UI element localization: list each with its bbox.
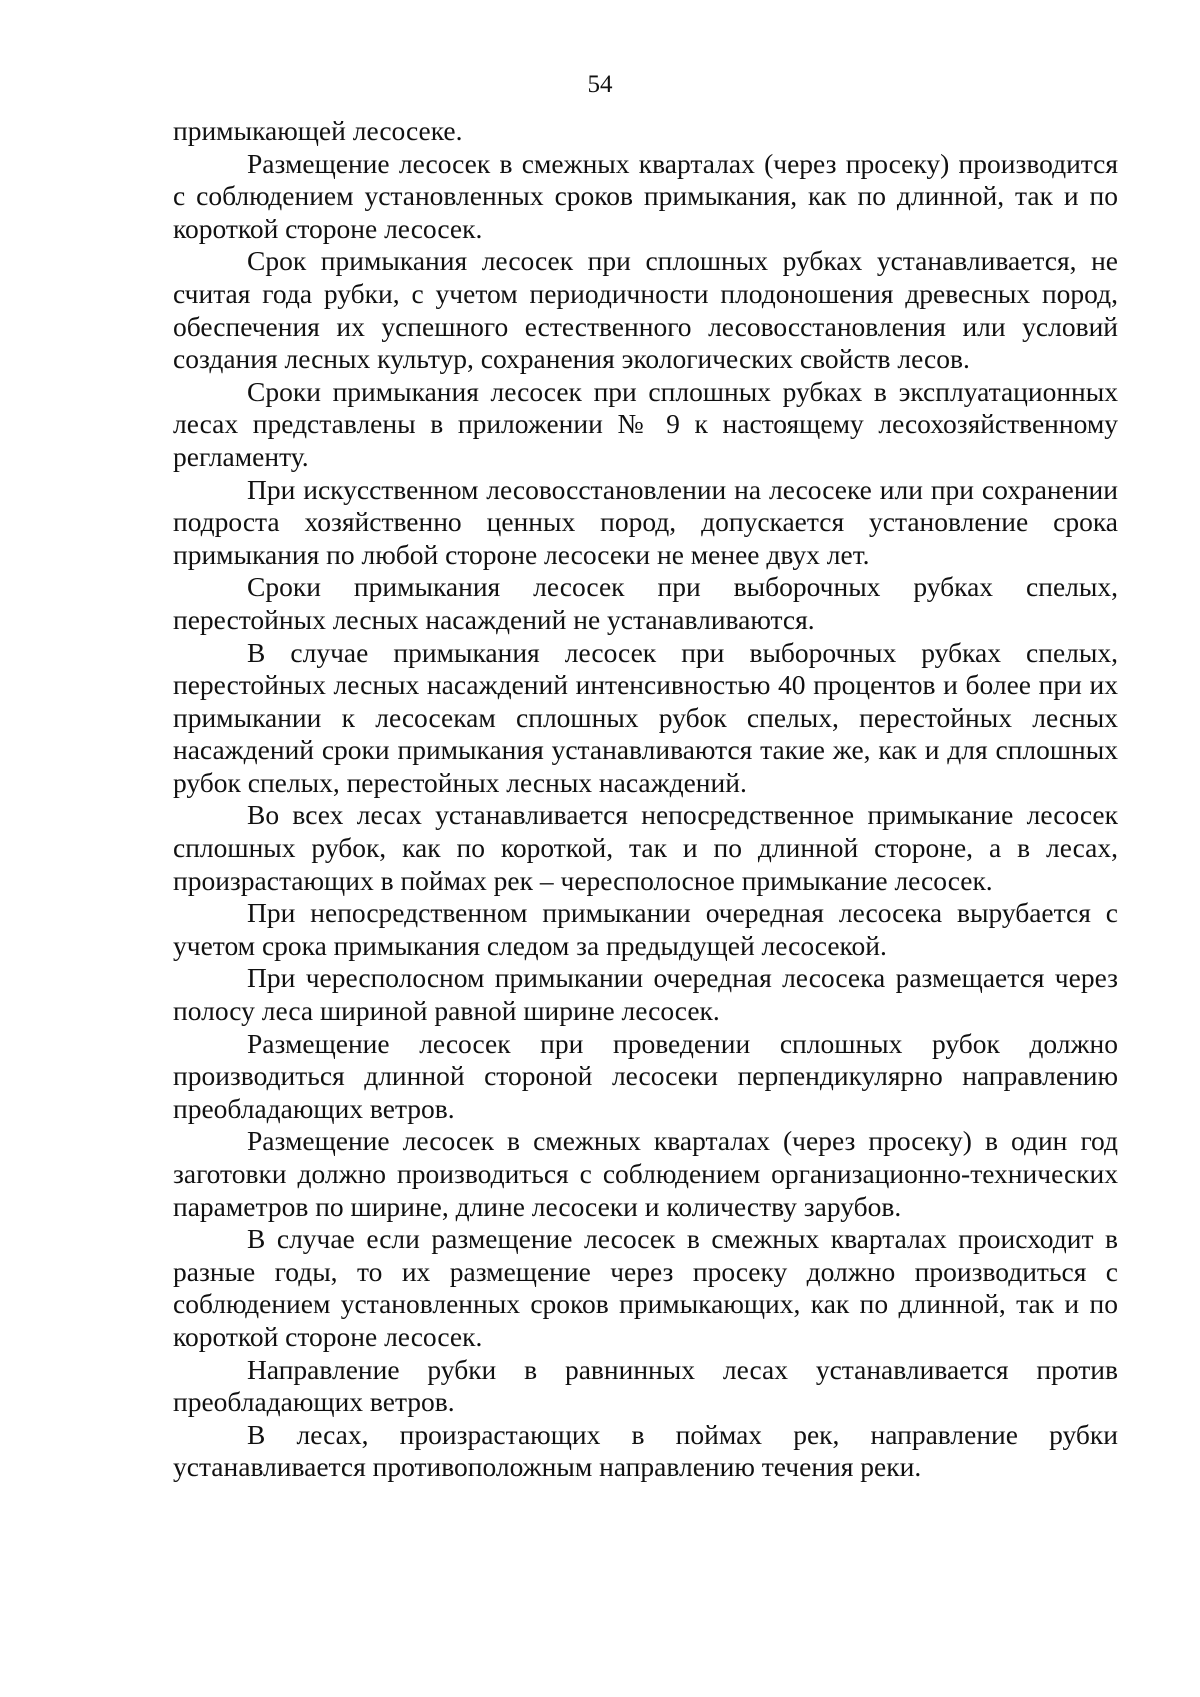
paragraph: При чересполосном примыкании очередная лесосека размещается через полосу леса шириной равной ширине лесосек. (173, 962, 1118, 1027)
paragraph: Во всех лесах устанавливается непосредственное примыкание лесосек сплошных рубок, как по короткой, так и по длинной стороне, а в лесах, произрастающих в поймах рек – чересполосное примыкание лесосек. (173, 799, 1118, 896)
paragraph: При непосредственном примыкании очередная лесосека вырубается с учетом срока примыкания следом за предыдущей лесосекой. (173, 897, 1118, 961)
paragraph: В случае если размещение лесосек в смежных кварталах происходит в разные годы, то их размещение через просеку должно производиться с соблюдением установленных сроков примыкающих, как по длинной, так и по короткой стороне лесосек. (173, 1223, 1118, 1352)
paragraph-continuation: примыкающей лесосеке. (173, 115, 463, 146)
paragraph: При искусственном лесовосстановлении на лесосеке или при сохранении подроста хозяйственно ценных пород, допускается установление срока примыкания по любой стороне лесосеки не менее двух лет. (173, 473, 1118, 570)
document-body (173, 115, 1118, 1484)
paragraph: Сроки примыкания лесосек при выборочных рубках спелых, перестойных лесных насаждений не устанавливаются. (173, 571, 1118, 635)
paragraph: Размещение лесосек в смежных кварталах (через просеку) производится с соблюдением установленных сроков примыкания, как по длинной, так и по короткой стороне лесосек. (173, 147, 1118, 244)
paragraph: В случае примыкания лесосек при выборочных рубках спелых, перестойных лесных насаждений интенсивностью 40 процентов и более при их примыкании к лесосекам сплошных рубок спелых, перестойных лесных насаждений сроки примыкания устанавливаются такие же, как и для сплошных рубок спелых, перестойных лесных насаждений. (173, 636, 1118, 798)
page-number: 54 (587, 71, 613, 98)
paragraph: Направление рубки в равнинных лесах устанавливается против преобладающих ветров. (173, 1353, 1118, 1418)
paragraph: В лесах, произрастающих в поймах рек, направление рубки устанавливается противоположным направлению течения реки. (173, 1418, 1118, 1483)
paragraph: Сроки примыкания лесосек при сплошных рубках в эксплуатационных лесах представлены в приложении № 9 к настоящему лесохозяйственному регламенту. (173, 375, 1118, 472)
paragraph: Размещение лесосек при проведении сплошных рубок должно производиться длинной стороной лесосеки перпендикулярно направлению преобладающих ветров. (173, 1027, 1118, 1124)
paragraph: Размещение лесосек в смежных кварталах (через просеку) в один год заготовки должно производиться с соблюдением организационно-технических параметров по ширине, длине лесосеки и количеству зарубов. (173, 1125, 1118, 1222)
paragraph: Срок примыкания лесосек при сплошных рубках устанавливается, не считая года рубки, с учетом периодичности плодоношения древесных пород, обеспечения их успешного естественного лесовосстановления или условий создания лесных культур, сохранения экологических свойств лесов. (173, 245, 1118, 375)
